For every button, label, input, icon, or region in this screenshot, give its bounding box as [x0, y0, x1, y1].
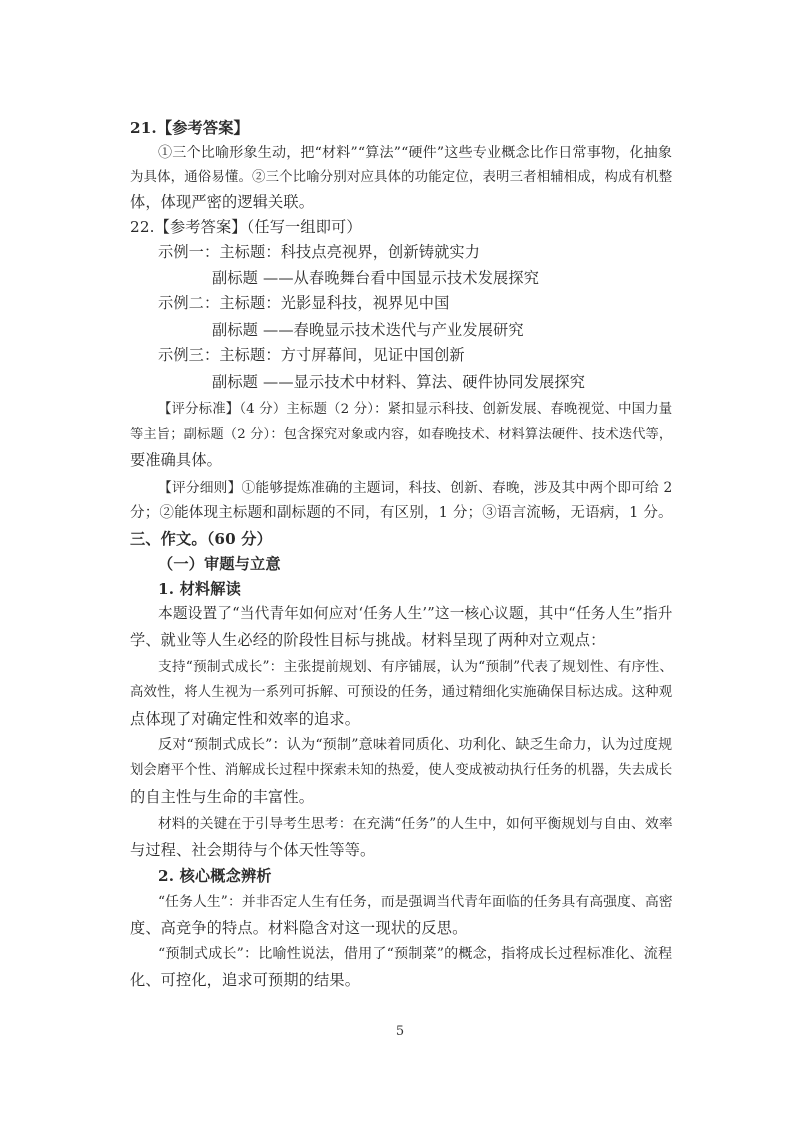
q21-answer-line: ①三个比喻形象生动，把“材料”“算法”“硬件”这些专业概念比作日常事物，化抽象 — [158, 145, 673, 161]
body-paragraph-line: 化、可控化，追求可预期的结果。 — [130, 971, 361, 989]
q21-answer-line: 体，体现严密的逻辑关联。 — [130, 193, 315, 211]
body-paragraph-line: 度、高竞争的特点。材料隐含对这一现状的反思。 — [130, 919, 468, 937]
scoring-standard-line: 【评分标准】（4 分）主标题（2 分）：紧扣显示科技、创新发展、春晚视觉、中国力量 — [158, 402, 673, 417]
subsection-heading: （一）审题与立意 — [158, 555, 281, 573]
q21-answer-line: 为具体，通俗易懂。②三个比喻分别对应具体的功能定位，表明三者相辅相成，构成有机整 — [130, 170, 673, 185]
body-paragraph-line: 点体现了对确定性和效率的追求。 — [130, 710, 361, 728]
body-paragraph-line: 材料的关键在于引导考生思考：在充满“任务”的人生中，如何平衡规划与自由、效率 — [158, 816, 673, 832]
body-paragraph-line: 高效性，将人生视为一系列可拆解、可预设的任务，通过精细化实施确保目标达成。这种观 — [130, 685, 673, 700]
body-paragraph-line: 反对“预制式成长”：认为“预制”意味着同质化、功利化、缺乏生命力，认为过度规 — [158, 737, 673, 753]
body-paragraph-line: 本题设置了“当代青年如何应对‘任务人生’”这一核心议题，其中“任务人生”指升 — [158, 605, 673, 622]
scoring-standard-line: 等主旨；副标题（2 分）：包含探究对象或内容，如春晚技术、材料算法硬件、技术迭代等， — [130, 427, 673, 442]
example-2-main-title: 示例二：主标题：光影显科技，视界见中国 — [158, 294, 450, 312]
body-paragraph-line: “预制式成长”：比喻性说法，借用了“预制菜”的概念，指将成长过程标准化、流程 — [158, 946, 673, 962]
section-3-heading: 三、作文。（60 分） — [130, 530, 272, 548]
example-3-main-title: 示例三：主标题：方寸屏幕间，见证中国创新 — [158, 346, 465, 364]
scoring-standard-line: 要准确具体。 — [130, 451, 223, 469]
material-reading-heading: 1. 材料解读 — [158, 580, 241, 598]
body-paragraph-line: 的自主性与生命的丰富性。 — [130, 788, 315, 806]
body-paragraph-line: 支持“预制式成长”：主张提前规划、有序铺展，认为“预制”代表了规划性、有序性、 — [158, 659, 674, 675]
example-1-main-title: 示例一：主标题：科技点亮视界，创新铸就实力 — [158, 243, 481, 261]
body-paragraph-line: 与过程、社会期待与个体天性等等。 — [130, 841, 376, 859]
body-paragraph-line: 学、就业等人生必经的阶段性目标与挑战。材料呈现了两种对立观点： — [130, 631, 606, 649]
example-2-subtitle: 副标题 ——春晚显示技术迭代与产业发展研究 — [212, 321, 524, 339]
q21-heading: 21.【参考答案】 — [130, 119, 249, 137]
example-1-subtitle: 副标题 ——从春晚舞台看中国显示技术发展探究 — [212, 269, 540, 287]
scoring-detail-line: 【评分细则】①能够提炼准确的主题词，科技、创新、春晚，涉及其中两个即可给 2 — [158, 480, 673, 496]
page-number: 5 — [395, 1024, 405, 1039]
q22-heading: 22.【参考答案】（任写一组即可） — [130, 218, 362, 236]
body-paragraph-line: 划会磨平个性、消解成长过程中探索未知的热爱，使人变成被动执行任务的机器，失去成长 — [130, 763, 673, 778]
scoring-detail-line: 分；②能体现主标题和副标题的不同，有区别，1 分；③语言流畅，无语病，1 分。 — [130, 504, 673, 521]
example-3-subtitle: 副标题 ——显示技术中材料、算法、硬件协同发展探究 — [212, 373, 586, 391]
concept-analysis-heading: 2. 核心概念辨析 — [158, 867, 272, 885]
body-paragraph-line: “任务人生”：并非否定人生有任务，而是强调当代青年面临的任务具有高强度、高密 — [158, 894, 673, 910]
